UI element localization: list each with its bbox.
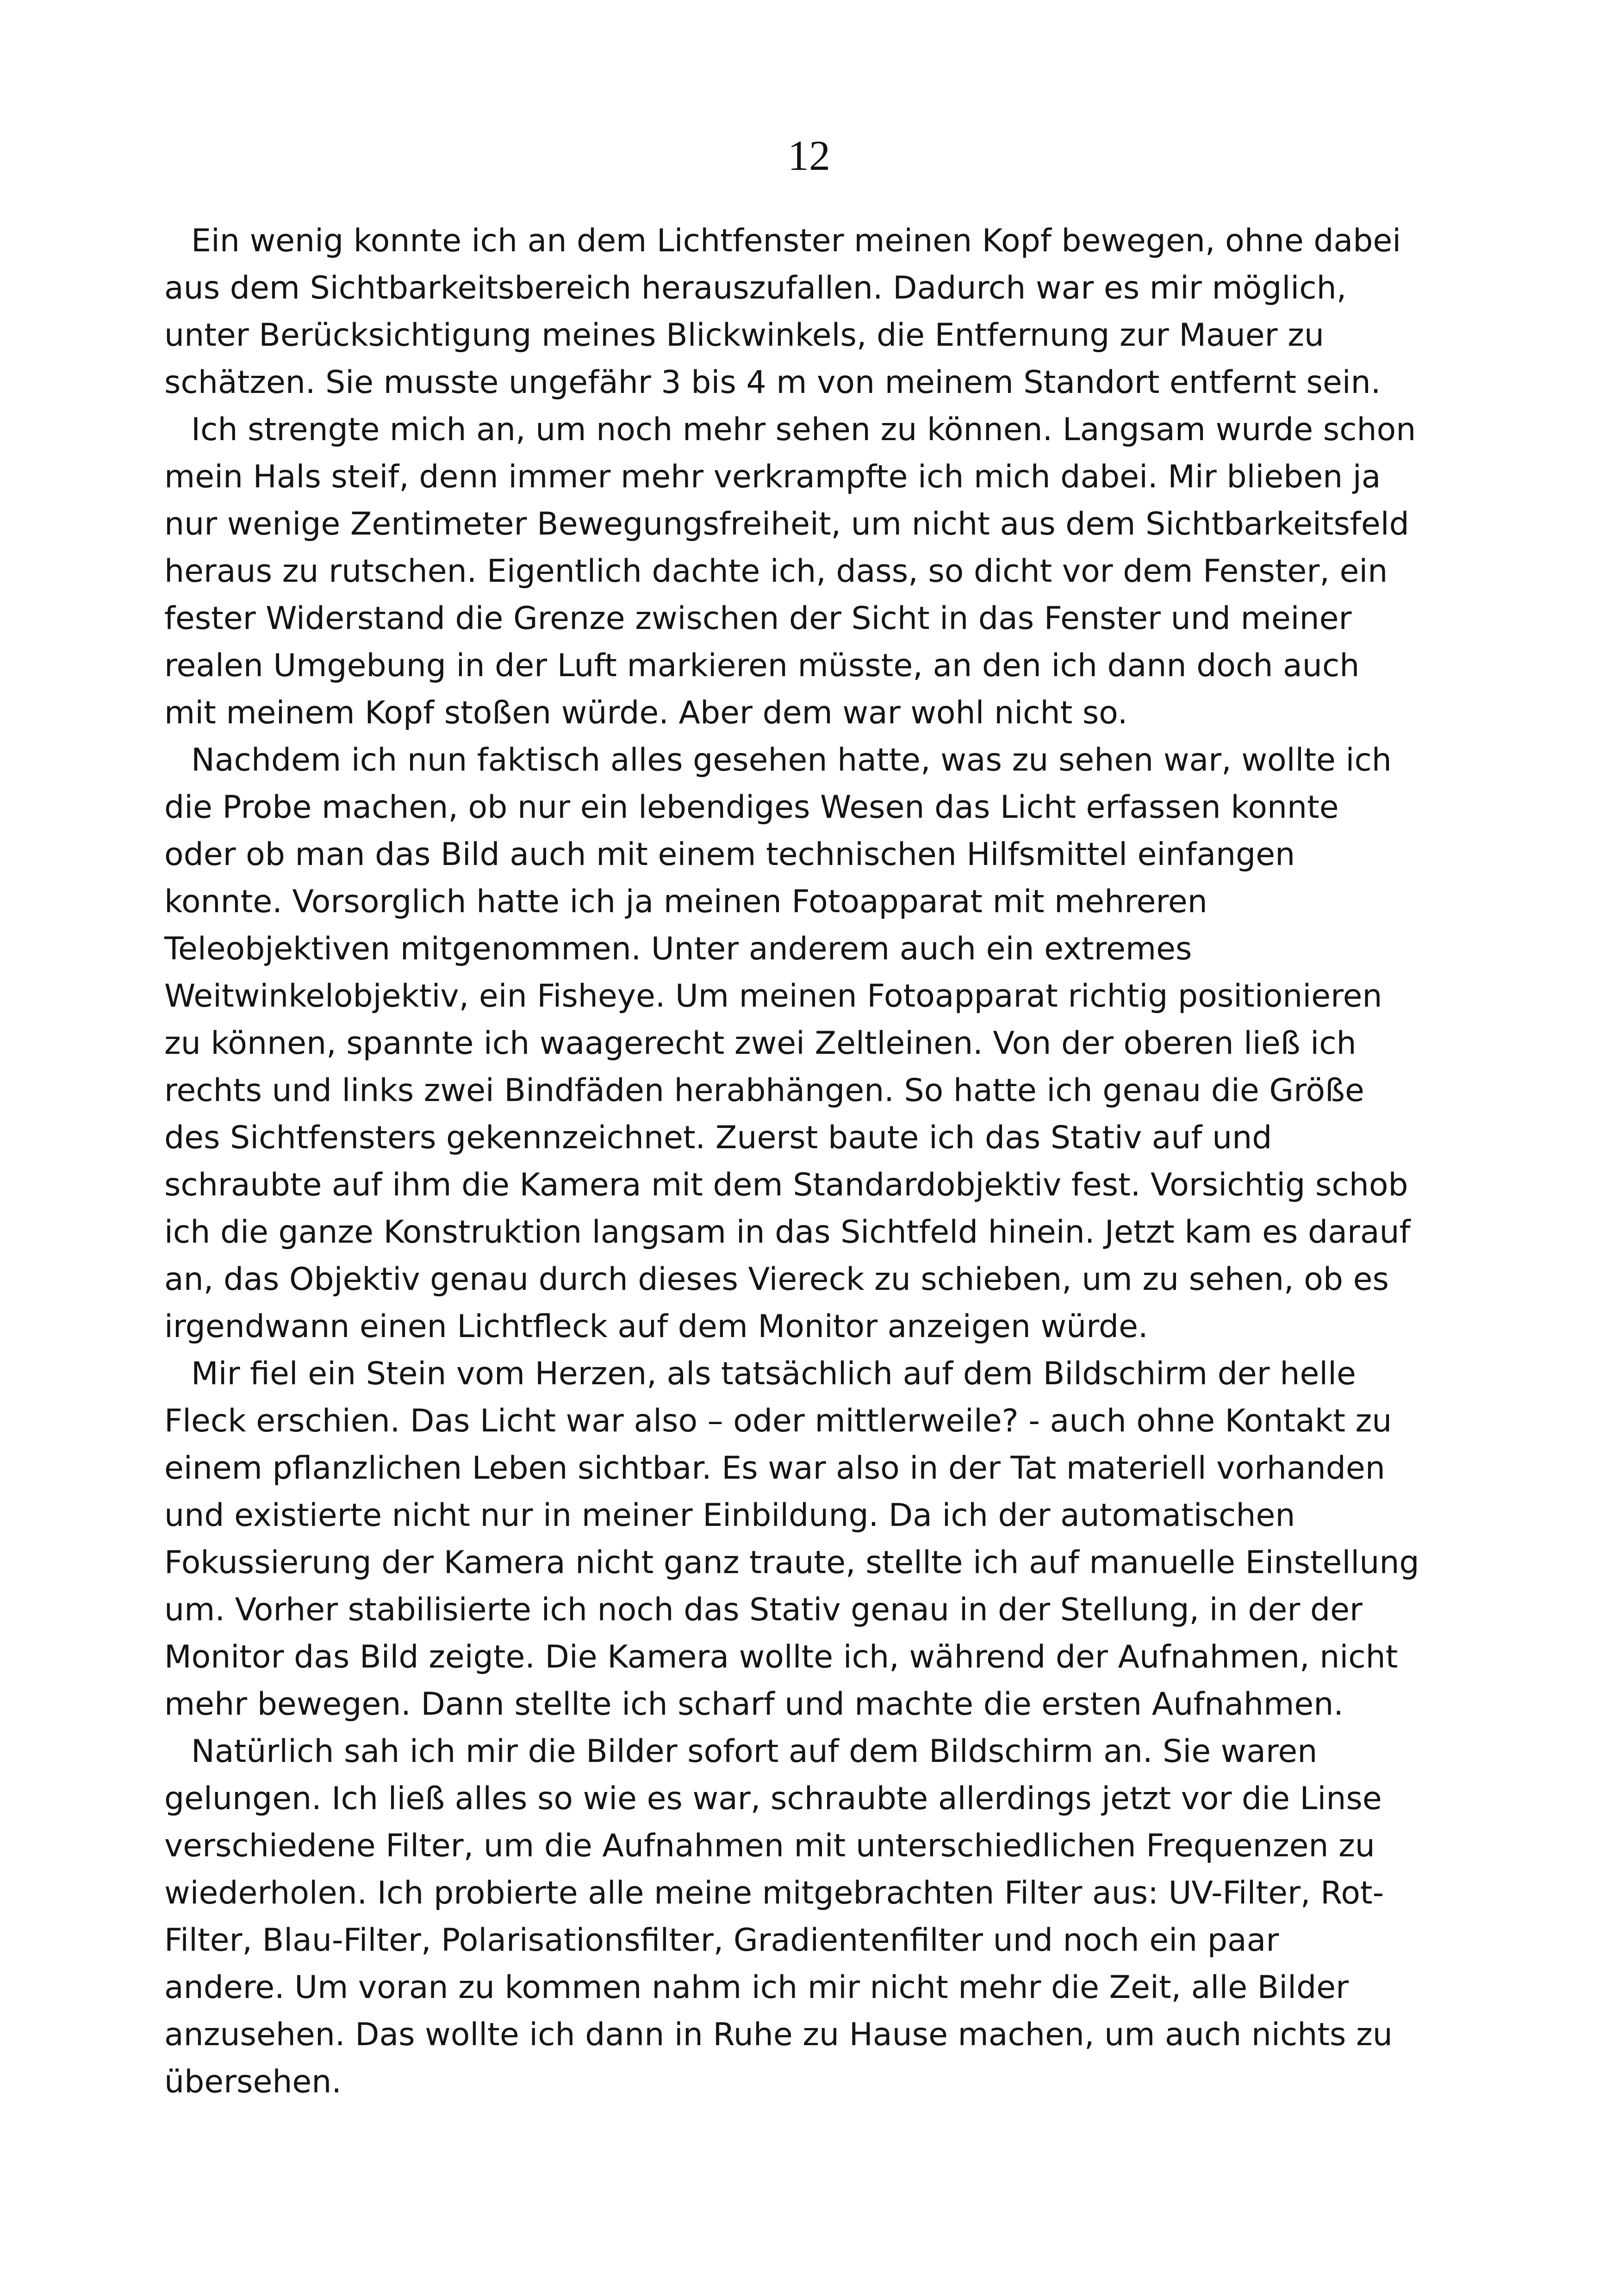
text-line: und existierte nicht nur in meiner Einbildung. Da ich der automatischen (164, 1497, 1295, 1534)
text-line: des Sichtfensters gekennzeichnet. Zuerst baute ich das Stativ auf und (164, 1120, 1272, 1156)
text-line: Fokussierung der Kamera nicht ganz traute, stellte ich auf manuelle Einstellung (164, 1544, 1419, 1581)
text-line: mehr bewegen. Dann stellte ich scharf und machte die ersten Aufnahmen. (164, 1686, 1344, 1723)
text-line: einem pflanzlichen Leben sichtbar. Es war also in der Tat materiell vorhanden (164, 1450, 1385, 1487)
text-line: konnte. Vorsorglich hatte ich ja meinen Fotoapparat mit mehreren (164, 884, 1207, 920)
text-line: heraus zu rutschen. Eigentlich dachte ich, dass, so dicht vor dem Fenster, ein (164, 553, 1388, 590)
body-text (164, 218, 1419, 2106)
text-line: rechts und links zwei Bindfäden herabhängen. So hatte ich genau die Größe (164, 1072, 1364, 1109)
text-line: realen Umgebung in der Luft markieren müsste, an den ich dann doch auch (164, 647, 1360, 684)
text-line: zu können, spannte ich waagerecht zwei Zeltleinen. Von der oberen ließ ich (164, 1025, 1357, 1062)
text-line: schraubte auf ihm die Kamera mit dem Standardobjektiv fest. Vorsichtig schob (164, 1167, 1408, 1203)
text-line: an, das Objektiv genau durch dieses Viereck zu schieben, um zu sehen, ob es (164, 1261, 1389, 1298)
text-line: die Probe machen, ob nur ein lebendiges Wesen das Licht erfassen konnte (164, 789, 1339, 826)
text-line: mit meinem Kopf stoßen würde. Aber dem war wohl nicht so. (164, 695, 1128, 731)
text-line: anzusehen. Das wollte ich dann in Ruhe zu Hause machen, um auch nichts zu (164, 2016, 1393, 2053)
text-line: gelungen. Ich ließ alles so wie es war, schraubte allerdings jetzt vor die Linse (164, 1780, 1382, 1817)
paragraph-3 (164, 737, 1414, 1350)
text-line: fester Widerstand die Grenze zwischen der Sicht in das Fenster und meiner (164, 600, 1352, 637)
text-line: übersehen. (164, 2064, 342, 2100)
text-line: wiederholen. Ich probierte alle meine mitgebrachten Filter aus: UV-Filter, Rot- (164, 1875, 1384, 1911)
text-line: ich die ganze Konstruktion langsam in das Sichtfeld hinein. Jetzt kam es darauf (164, 1214, 1411, 1251)
text-line: Nachdem ich nun faktisch alles gesehen hatte, was zu sehen war, wollte ich (191, 742, 1392, 778)
text-line: nur wenige Zentimeter Bewegungsfreiheit, um nicht aus dem Sichtbarkeitsfeld (164, 506, 1409, 542)
text-line: andere. Um voran zu kommen nahm ich mir nicht mehr die Zeit, alle Bilder (164, 1969, 1349, 2006)
text-line: Ein wenig konnte ich an dem Lichtfenster meinen Kopf bewegen, ohne dabei (191, 223, 1401, 259)
text-line: Teleobjektiven mitgenommen. Unter anderem auch ein extremes (164, 931, 1192, 967)
text-line: mein Hals steif, denn immer mehr verkrampfte ich mich dabei. Mir blieben ja (164, 459, 1381, 495)
text-line: schätzen. Sie musste ungefähr 3 bis 4 m von meinem Standort entfernt sein. (164, 364, 1381, 401)
text-line: Monitor das Bild zeigte. Die Kamera wollte ich, während der Aufnahmen, nicht (164, 1639, 1398, 1675)
paragraph-2 (164, 406, 1414, 737)
text-line: Natürlich sah ich mir die Bilder sofort auf dem Bildschirm an. Sie waren (191, 1733, 1318, 1770)
paragraph-4 (164, 1350, 1419, 1728)
text-line: irgendwann einen Lichtfleck auf dem Monitor anzeigen würde. (164, 1308, 1148, 1345)
text-line: Fleck erschien. Das Licht war also – oder mittlerweile? - auch ohne Kontakt zu (164, 1403, 1392, 1439)
text-line: oder ob man das Bild auch mit einem technischen Hilfsmittel einfangen (164, 836, 1295, 873)
text-line: Ich strengte mich an, um noch mehr sehen zu können. Langsam wurde schon (191, 411, 1416, 448)
paragraph-1 (164, 218, 1414, 406)
text-line: verschiedene Filter, um die Aufnahmen mit unterschiedlichen Frequenzen zu (164, 1828, 1375, 1864)
text-line: aus dem Sichtbarkeitsbereich herauszufallen. Dadurch war es mir möglich, (164, 270, 1347, 306)
page-number: 12 (788, 132, 830, 179)
text-line: Filter, Blau-Filter, Polarisationsfilter, Gradientenfilter und noch ein paar (164, 1922, 1279, 1959)
text-line: Mir fiel ein Stein vom Herzen, als tatsächlich auf dem Bildschirm der helle (191, 1356, 1356, 1392)
text-line: Weitwinkelobjektiv, ein Fisheye. Um meinen Fotoapparat richtig positionieren (164, 978, 1382, 1014)
text-line: um. Vorher stabilisierte ich noch das Stativ genau in der Stellung, in der der (164, 1592, 1363, 1628)
text-line: unter Berücksichtigung meines Blickwinkels, die Entfernung zur Mauer zu (164, 317, 1325, 354)
paragraph-5 (164, 1728, 1414, 2106)
